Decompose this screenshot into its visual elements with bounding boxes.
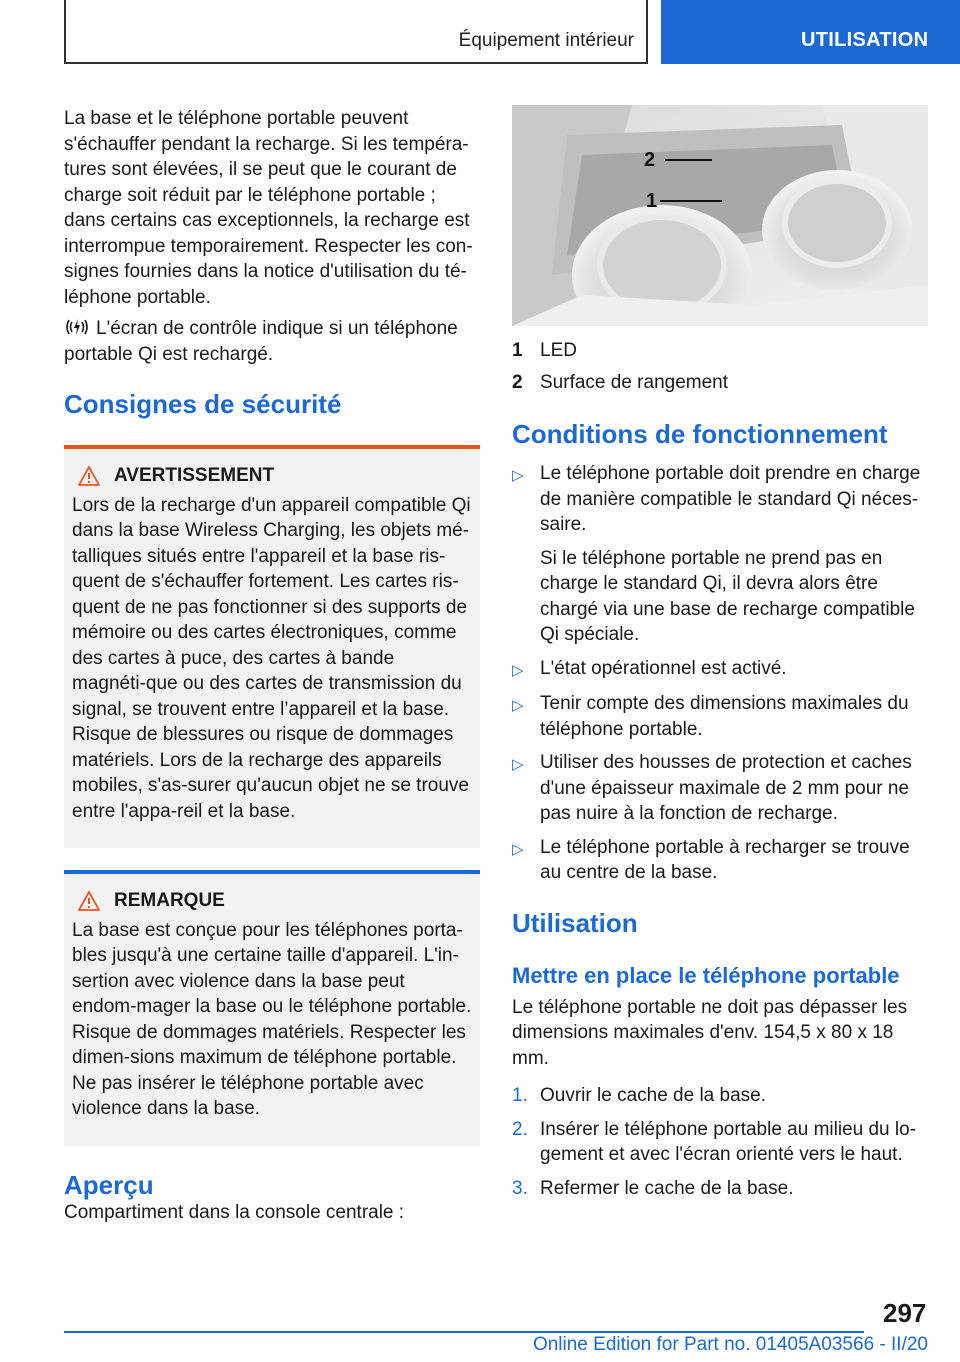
right-column — [512, 338, 928, 1209]
usage-heading: Utilisation — [512, 907, 638, 938]
warning-box — [64, 445, 480, 848]
triangle-right-icon: ▷ — [512, 697, 524, 714]
left-column — [64, 106, 480, 1231]
console-compartment-illustration — [512, 105, 928, 326]
step-item: 2. Insérer le téléphone portable au milieu du lo-gement et avec l'écran orienté vers le haut. — [512, 1118, 917, 1165]
legend-item: 2 Surface de rangement — [512, 371, 729, 393]
triangle-right-icon: ▷ — [512, 756, 524, 773]
header-section-box — [64, 0, 648, 64]
usage-subheading: Mettre en place le téléphone portable — [512, 962, 900, 988]
warning-triangle-icon — [78, 466, 100, 486]
overview-heading: Aperçu — [64, 1169, 154, 1200]
wireless-charging-icon — [64, 317, 90, 337]
callout-2: 2 — [644, 149, 656, 171]
conditions-heading: Conditions de fonctionnement — [512, 419, 888, 449]
intro-paragraph: La base et le téléphone portable peuvent s'échauffer pendant la recharge. Si les tempéra-tures sont élevées, il se peut que le courant de charge soit réduit par le téléphone portable ; dans certains cas exceptionnels, la recharge est interrompue temporairement. Respecter les con-signes fournies dans la notice d'utilisation du té-léphone portable. — [64, 108, 473, 308]
header-chapter-tab — [661, 0, 960, 64]
footer-edition: Online Edition for Part no. 01405A03566 - II/20 — [532, 1334, 928, 1355]
page-number: 297 — [883, 1298, 927, 1328]
indicator-paragraph — [64, 316, 480, 367]
header-chapter-title: UTILISATION — [801, 29, 929, 51]
triangle-right-icon: ▷ — [512, 840, 524, 858]
list-item: ▷ Tenir compte des dimensions maximales du téléphone portable. — [512, 691, 928, 742]
notice-body: La base est conçue pour les téléphones porta-bles jusqu'à une certaine taille d'appareil. L'in-sertion avec violence dans la base peut endom-mager la base ou le téléphone portable. Risque de dommages matériels. Respecter les dimen-sions maximum de téléphone portable. Ne pas insérer le téléphone portable avec violence dans la base. — [72, 919, 472, 1119]
callout-1: 1 — [646, 190, 658, 212]
usage-intro: Le téléphone portable ne doit pas dépasser les dimensions maximales d'env. 154,5 x 80 x 18 mm. — [512, 996, 908, 1069]
safety-heading: Consignes de sécurité — [64, 389, 342, 419]
list-item: ▷ L'état opérationnel est activé. — [512, 656, 928, 684]
legend-item: 1 LED — [512, 340, 577, 361]
step-item: 3. Refermer le cache de la base. — [512, 1177, 794, 1199]
indicator-text: L'écran de contrôle indique si un téléphone portable Qi est rechargé. — [64, 318, 458, 365]
triangle-right-icon: ▷ — [512, 467, 524, 484]
triangle-right-icon: ▷ — [512, 661, 524, 679]
conditions-sub-note: Si le téléphone portable ne prend pas en charge le standard Qi, il devra alors être chargé via une base de recharge compatible Qi spéciale. — [540, 547, 915, 645]
overview-text: Compartiment dans la console centrale : — [64, 1201, 405, 1223]
notice-box — [64, 870, 480, 1146]
list-item: ▷ Le téléphone portable doit prendre en charge de manière compatible le standard Qi néces-saire. — [512, 461, 928, 538]
footer-divider — [64, 1331, 864, 1333]
warning-body: Lors de la recharge d'un appareil compatible Qi dans la base Wireless Charging, les objets mé-talliques situés entre l'appareil et la base ris-quent de s'échauffer fortement. Les cartes ris-quent de ne pas fonctionner si des supports de mémoire ou des cartes électroniques, comme des cartes à puce, des cartes à bande magnéti-que ou des cartes de transmission du signal, se trouvent entre l’appareil et la base. Risque de blessures ou risque de dommages matériels. Lors de la recharge des appareils mobiles, s'as-surer qu'aucun objet ne se trouve entre l'appa-reil et la base. — [72, 494, 471, 822]
list-item: ▷ Utiliser des housses de protection et caches d'une épaisseur maximale de 2 mm pour ne pas nuire à la fonction de recharge. — [512, 750, 928, 827]
warning-title: AVERTISSEMENT — [114, 465, 275, 486]
step-item: 1. Ouvrir le cache de la base. — [512, 1085, 767, 1106]
header-section-title: Équipement intérieur — [458, 30, 634, 51]
notice-title: REMARQUE — [114, 890, 225, 911]
notice-triangle-icon — [78, 891, 100, 911]
list-item: ▷ Le téléphone portable à recharger se trouve au centre de la base. — [512, 835, 928, 886]
